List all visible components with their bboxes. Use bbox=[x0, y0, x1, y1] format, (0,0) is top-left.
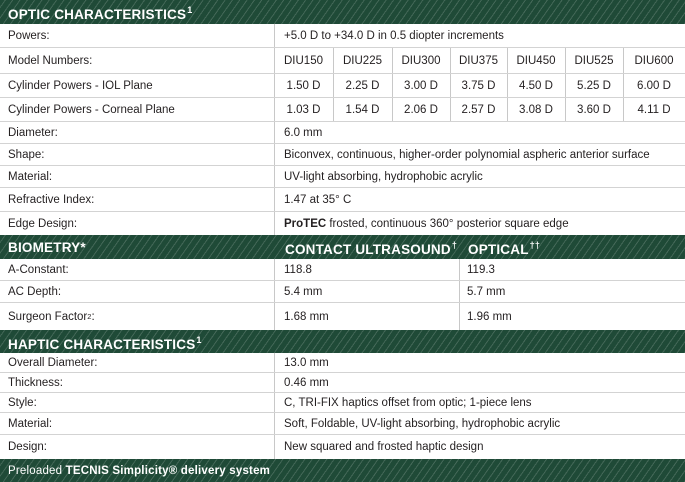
biometry-title: BIOMETRY* bbox=[8, 240, 86, 255]
label-cyl-corneal: Cylinder Powers - Corneal Plane bbox=[8, 103, 175, 116]
value-refractive: 1.47 at 35° C bbox=[284, 193, 352, 206]
row-overall-diameter bbox=[0, 353, 685, 373]
haptic-header bbox=[0, 330, 685, 353]
row-edge bbox=[0, 212, 685, 235]
label-diameter: Diameter: bbox=[8, 126, 58, 139]
cyl-iol-cell: 3.00 D bbox=[404, 79, 438, 92]
row-aconst bbox=[0, 259, 685, 281]
cyl-corneal-cell: 4.11 D bbox=[637, 103, 671, 116]
haptic-title: HAPTIC CHARACTERISTICS$^1$ bbox=[8, 335, 202, 352]
row-acdepth bbox=[0, 281, 685, 303]
surgeon-contact: 1.68 mm bbox=[284, 310, 329, 323]
label-models: Model Numbers: bbox=[8, 54, 93, 67]
value-haptic-material: Soft, Foldable, UV-light absorbing, hydrophobic acrylic bbox=[284, 417, 561, 430]
label-haptic-material: Material: bbox=[8, 417, 53, 430]
label-shape: Shape: bbox=[8, 148, 45, 161]
footer-brand: TECNIS Simplicity® delivery system bbox=[65, 465, 271, 477]
label-material: Material: bbox=[8, 170, 53, 183]
label-overall-diameter: Overall Diameter: bbox=[8, 356, 98, 369]
cyl-iol-cell: 4.50 D bbox=[519, 79, 553, 92]
label-refractive: Refractive Index: bbox=[8, 193, 95, 206]
protec-brand: ProTEC bbox=[284, 217, 327, 230]
model-cell: DIU600 bbox=[634, 54, 674, 67]
cyl-iol-cell: 1.50 D bbox=[286, 79, 321, 92]
aconst-optical: 119.3 bbox=[467, 263, 495, 276]
value-thickness: 0.46 mm bbox=[284, 376, 329, 389]
footer-text: Preloaded TECNIS Simplicity® delivery system bbox=[8, 465, 271, 477]
value-material: UV-light absorbing, hydrophobic acrylic bbox=[284, 170, 483, 183]
row-shape bbox=[0, 144, 685, 166]
optic-header bbox=[0, 0, 685, 24]
model-cell: DIU300 bbox=[401, 54, 441, 67]
row-cyl-corneal bbox=[0, 98, 685, 122]
cyl-corneal-cell: 2.57 D bbox=[461, 103, 496, 116]
row-surgeon bbox=[0, 303, 685, 330]
row-cyl-iol bbox=[0, 74, 685, 98]
cyl-iol-cell: 2.25 D bbox=[345, 79, 380, 92]
surgeon-optical: 1.96 mm bbox=[467, 310, 512, 323]
acdepth-contact: 5.4 mm bbox=[284, 285, 323, 298]
value-style: C, TRI-FIX haptics offset from optic; 1-piece lens bbox=[284, 396, 532, 409]
value-overall-diameter: 13.0 mm bbox=[284, 356, 329, 369]
label-style: Style: bbox=[8, 396, 37, 409]
label-aconst: A-Constant: bbox=[8, 263, 69, 276]
row-diameter bbox=[0, 122, 685, 144]
value-powers: +5.0 D to +34.0 D in 0.5 diopter increments bbox=[284, 29, 504, 42]
cyl-iol-cell: 5.25 D bbox=[577, 79, 611, 92]
label-surgeon: Surgeon Factor 2 : bbox=[8, 310, 95, 323]
model-cell: DIU150 bbox=[284, 54, 323, 67]
label-thickness: Thickness: bbox=[8, 376, 63, 389]
cyl-corneal-cell: 3.08 D bbox=[519, 103, 553, 116]
cyl-corneal-cell: 1.03 D bbox=[286, 103, 321, 116]
footer-band bbox=[0, 459, 685, 482]
biometry-header bbox=[0, 235, 685, 259]
model-cell: DIU375 bbox=[459, 54, 498, 67]
optic-title: OPTIC CHARACTERISTICS$^1$ bbox=[8, 5, 193, 22]
label-powers: Powers: bbox=[8, 29, 50, 42]
row-style bbox=[0, 393, 685, 413]
model-cell: DIU450 bbox=[516, 54, 556, 67]
row-thickness bbox=[0, 373, 685, 393]
cyl-corneal-cell: 2.06 D bbox=[404, 103, 438, 116]
label-cyl-iol: Cylinder Powers - IOL Plane bbox=[8, 79, 153, 92]
value-design: New squared and frosted haptic design bbox=[284, 441, 484, 453]
row-models bbox=[0, 48, 685, 74]
row-design bbox=[0, 435, 685, 459]
cyl-corneal-cell: 3.60 D bbox=[577, 103, 611, 116]
biometry-col-optical: OPTICAL†† bbox=[468, 240, 541, 257]
aconst-contact: 118.8 bbox=[284, 263, 312, 276]
model-cell: DIU525 bbox=[574, 54, 614, 67]
label-design: Design: bbox=[8, 441, 47, 453]
cyl-iol-cell: 6.00 D bbox=[637, 79, 671, 92]
biometry-col-contact: CONTACT ULTRASOUND† bbox=[285, 240, 458, 257]
value-edge: ProTEC frosted, continuous 360° posterior square edge bbox=[284, 217, 569, 230]
row-material bbox=[0, 166, 685, 188]
cyl-corneal-cell: 1.54 D bbox=[345, 103, 380, 116]
model-cell: DIU225 bbox=[343, 54, 382, 67]
value-shape: Biconvex, continuous, higher-order polynomial aspheric anterior surface bbox=[284, 148, 650, 161]
label-edge: Edge Design: bbox=[8, 217, 78, 230]
label-acdepth: AC Depth: bbox=[8, 285, 62, 298]
row-refractive bbox=[0, 188, 685, 212]
value-diameter: 6.0 mm bbox=[284, 126, 323, 139]
row-powers bbox=[0, 24, 685, 48]
acdepth-optical: 5.7 mm bbox=[467, 285, 506, 298]
cyl-iol-cell: 3.75 D bbox=[461, 79, 496, 92]
row-haptic-material bbox=[0, 413, 685, 435]
